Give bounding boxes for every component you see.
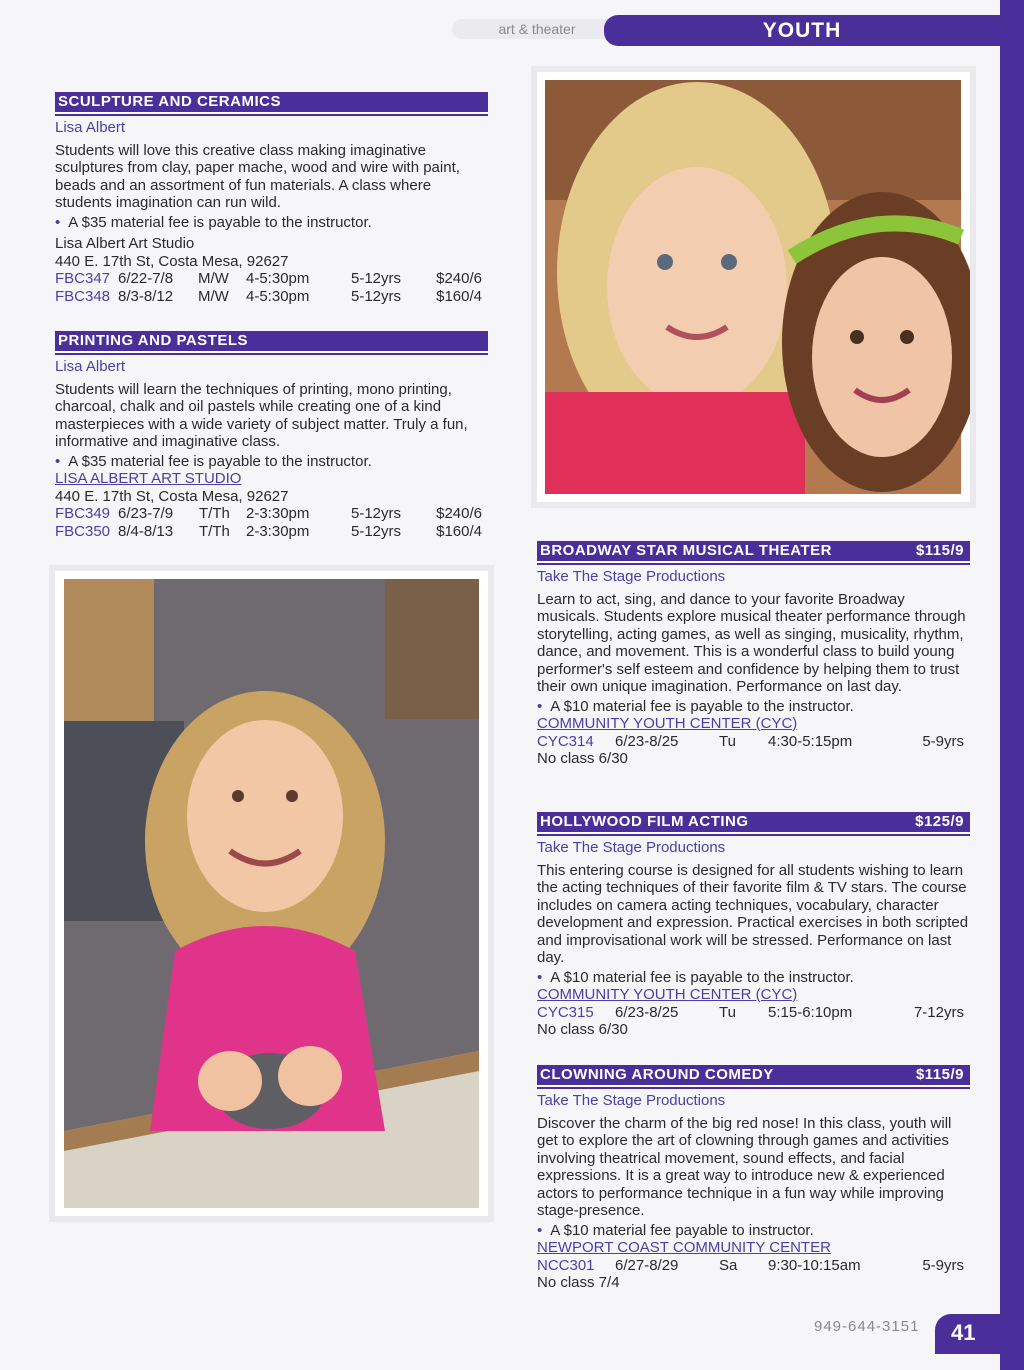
location-link[interactable]: COMMUNITY YOUTH CENTER (CYC) bbox=[537, 715, 798, 732]
class-description: Discover the charm of the big red nose! In this class, youth will get to explore the art of clowning through games and activities involving theatrical movement, sound effects, and facial expressions. It is a great way to introduce new & experienced actors to performance technique in a fun way while improving stage-presence. bbox=[537, 1114, 952, 1219]
class-header bbox=[55, 331, 488, 353]
class-title: PRINTING AND PASTELS bbox=[58, 332, 249, 349]
photo-two-girls-image bbox=[537, 72, 970, 502]
class-printing-pastels bbox=[55, 331, 488, 540]
section-tab-youth: YOUTH bbox=[604, 15, 1000, 46]
class-price: $115/9 bbox=[915, 1066, 964, 1083]
session-row[interactable]: CYC314 6/23-8/25 Tu 4:30-5:15pm 5-9yrs bbox=[537, 732, 964, 750]
bullet-icon: • bbox=[537, 1221, 543, 1239]
class-title: SCULPTURE AND CERAMICS bbox=[58, 93, 281, 110]
class-hollywood-film-acting bbox=[537, 812, 970, 1039]
fee-note: • A $35 material fee is payable to the instructor. bbox=[55, 213, 372, 231]
fee-note: • A $35 material fee is payable to the instructor. bbox=[55, 452, 372, 470]
class-description: This entering course is designed for all students wishing to learn the acting techniques of their favorite film & TV stars. The course includes on camera acting techniques, vocabulary, character development and expression. Practical exercises in both scripted and improvisational work will be stressed. Performance on last day. bbox=[537, 861, 969, 966]
session-row[interactable]: FBC347 6/22-7/8 M/W 4-5:30pm 5-12yrs $240/6 bbox=[55, 270, 482, 287]
session-row[interactable]: FBC349 6/23-7/9 T/Th 2-3:30pm 5-12yrs $240/6 bbox=[55, 505, 482, 522]
session-code: CYC315 bbox=[537, 1003, 594, 1021]
class-header bbox=[55, 92, 488, 114]
photo-girl-with-clay bbox=[55, 571, 488, 1216]
location-link[interactable]: NEWPORT COAST COMMUNITY CENTER bbox=[537, 1239, 831, 1256]
fee-note: • A $10 material fee is payable to the instructor. bbox=[537, 968, 854, 986]
photo-girl-with-clay-image bbox=[55, 571, 488, 1216]
class-description: Learn to act, sing, and dance to your favorite Broadway musicals. Students explore musical theater performance through storytelling, acting games, as well as singing, musicality, rhythm, dance, and movement. This is a wonderful class to build young performer's self esteem and confidence by helping them to trust their own unique imagination. Performance on last day. bbox=[537, 590, 966, 695]
session-note: No class 6/30 bbox=[537, 750, 628, 767]
instructor-name: Take The Stage Productions bbox=[537, 839, 726, 856]
footer-phone: 949-644-3151 bbox=[814, 1318, 920, 1335]
class-price: $115/9 bbox=[915, 542, 964, 559]
instructor-name: Lisa Albert bbox=[55, 358, 126, 375]
page-edge-bar bbox=[1000, 0, 1024, 1370]
fee-note: • A $10 material fee is payable to the instructor. bbox=[537, 697, 854, 715]
class-sculpture-ceramics bbox=[55, 92, 488, 305]
class-title: CLOWNING AROUND COMEDY bbox=[540, 1066, 774, 1083]
session-row[interactable]: NCC301 6/27-8/29 Sa 9:30-10:15am 5-9yrs bbox=[537, 1256, 964, 1274]
class-header bbox=[537, 812, 970, 834]
location-address: 440 E. 17th St, Costa Mesa, 92627 bbox=[55, 252, 289, 270]
class-price: $125/9 bbox=[915, 813, 964, 830]
class-title: BROADWAY STAR MUSICAL THEATER bbox=[540, 542, 833, 559]
class-header bbox=[537, 1065, 970, 1087]
session-code: CYC314 bbox=[537, 732, 594, 750]
session-row[interactable]: FBC350 8/4-8/13 T/Th 2-3:30pm 5-12yrs $160/4 bbox=[55, 522, 482, 540]
session-code: FBC350 bbox=[55, 522, 111, 540]
class-description: Students will love this creative class making imaginative sculptures from clay, paper mache, wood and wire with paint, beads and an assortment of fun materials. A class where students imagination can run wild. bbox=[55, 141, 460, 211]
bullet-icon: • bbox=[537, 697, 543, 715]
page-number: 41 bbox=[935, 1314, 1005, 1354]
instructor-name: Take The Stage Productions bbox=[537, 1092, 726, 1109]
class-clowning-around bbox=[537, 1065, 970, 1292]
location-link[interactable]: LISA ALBERT ART STUDIO bbox=[55, 470, 242, 487]
class-header bbox=[537, 541, 970, 563]
bullet-icon: • bbox=[55, 452, 61, 470]
session-code: NCC301 bbox=[537, 1256, 595, 1274]
bullet-icon: • bbox=[537, 968, 543, 986]
instructor-name: Take The Stage Productions bbox=[537, 568, 726, 585]
session-code: FBC348 bbox=[55, 287, 111, 305]
location-link[interactable]: COMMUNITY YOUTH CENTER (CYC) bbox=[537, 986, 798, 1003]
session-row[interactable]: FBC348 8/3-8/12 M/W 4-5:30pm 5-12yrs $160/4 bbox=[55, 287, 482, 305]
fee-note: • A $10 material fee payable to instructor. bbox=[537, 1221, 814, 1239]
instructor-name: Lisa Albert bbox=[55, 119, 126, 136]
session-note: No class 6/30 bbox=[537, 1021, 628, 1038]
location-name: Lisa Albert Art Studio bbox=[55, 235, 195, 252]
bullet-icon: • bbox=[55, 213, 61, 231]
class-broadway-star bbox=[537, 541, 970, 768]
photo-two-girls bbox=[537, 72, 970, 502]
location-address: 440 E. 17th St, Costa Mesa, 92627 bbox=[55, 487, 289, 505]
session-code: FBC347 bbox=[55, 270, 111, 287]
session-row[interactable]: CYC315 6/23-8/25 Tu 5:15-6:10pm 7-12yrs bbox=[537, 1003, 964, 1021]
session-note: No class 7/4 bbox=[537, 1274, 620, 1291]
class-title: HOLLYWOOD FILM ACTING bbox=[540, 813, 749, 830]
session-code: FBC349 bbox=[55, 505, 111, 522]
class-description: Students will learn the techniques of printing, mono printing, charcoal, chalk and oil pastels while creating one of a kind masterpieces with a wide variety of subject matter. Truly a fun, informative and imaginative class. bbox=[55, 380, 468, 450]
section-label: art & theater bbox=[452, 19, 622, 39]
